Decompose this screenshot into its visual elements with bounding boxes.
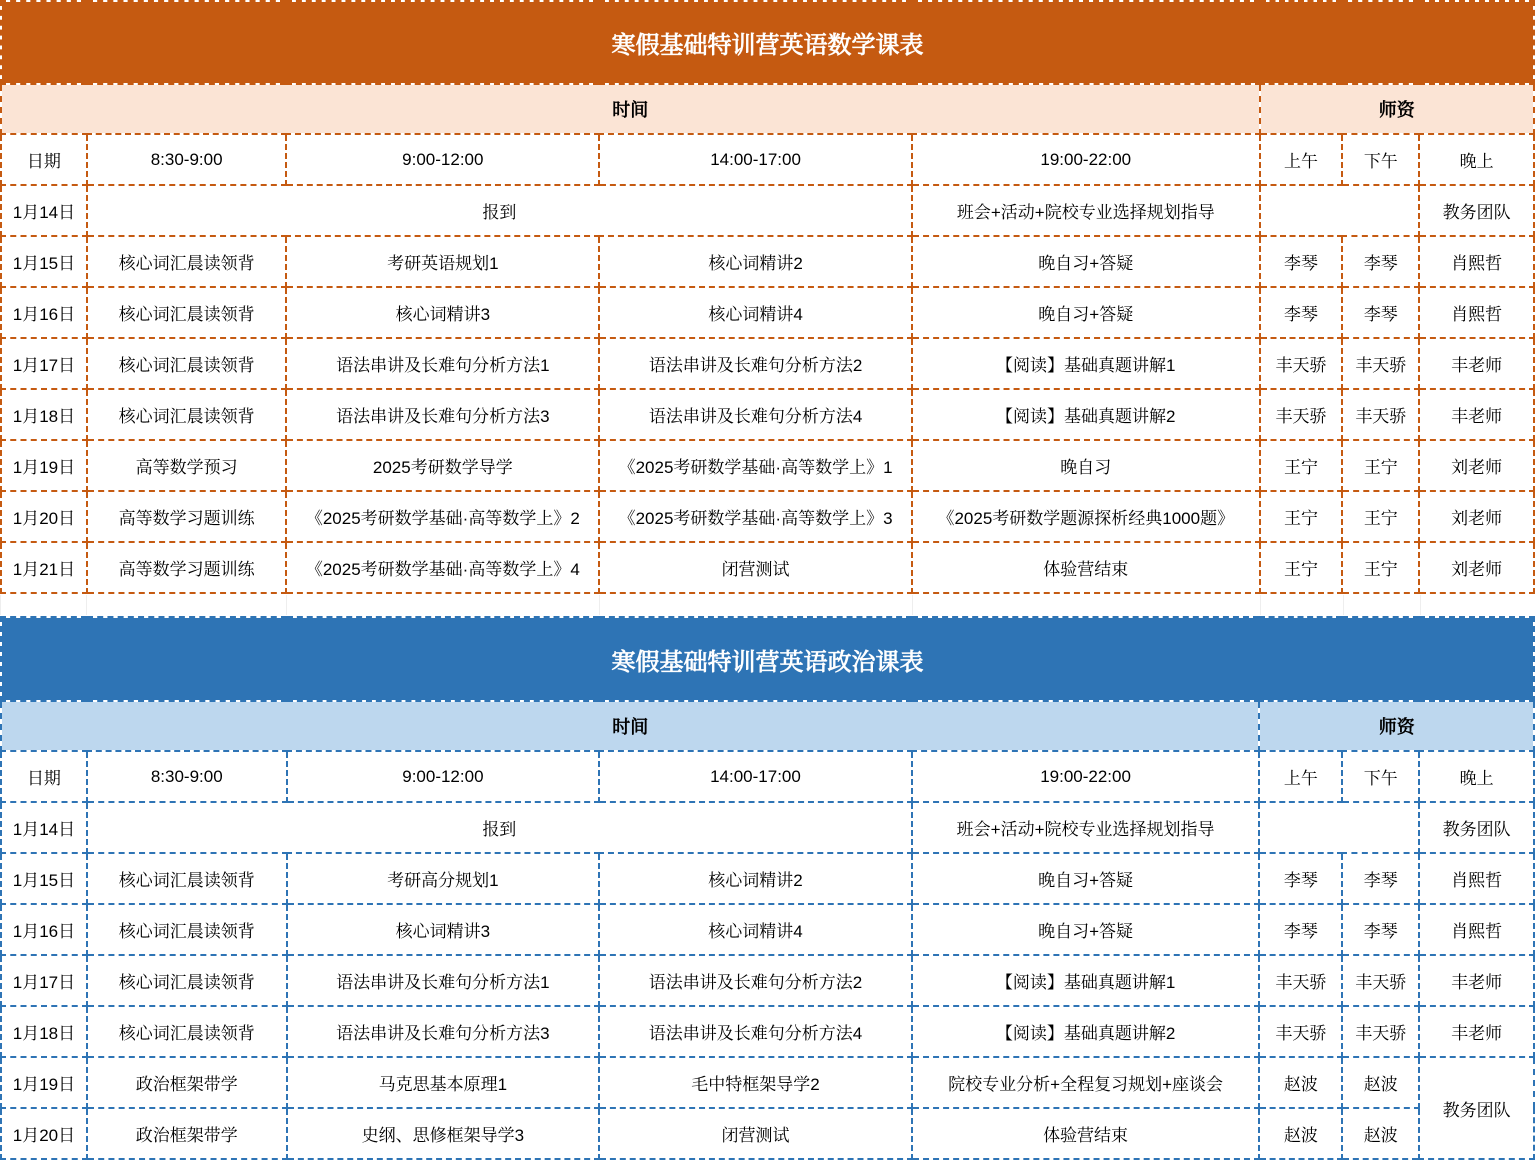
teacher-cell: 赵波 — [1342, 1057, 1419, 1108]
column-header-row — [1, 751, 1534, 802]
course-cell: 晚自习+答疑 — [912, 853, 1260, 904]
teacher-cell: 李琴 — [1342, 236, 1419, 287]
teacher-cell: 王宁 — [1342, 542, 1419, 593]
course-cell: 毛中特框架导学2 — [599, 1057, 912, 1108]
teacher-cell: 王宁 — [1260, 440, 1343, 491]
course-cell: 闭营测试 — [599, 542, 912, 593]
course-cell: 核心词汇晨读领背 — [87, 904, 287, 955]
course-cell: 核心词精讲3 — [286, 287, 599, 338]
teacher-am-pm-cell — [1260, 185, 1420, 236]
table-row — [1, 236, 1534, 287]
table-row — [1, 904, 1534, 955]
header-teacher-pm: 下午 — [1342, 751, 1419, 802]
course-cell: 政治框架带学 — [87, 1108, 287, 1159]
teacher-cell: 肖熙哲 — [1419, 287, 1534, 338]
course-cell: 核心词汇晨读领背 — [87, 338, 287, 389]
course-cell: 院校专业分析+全程复习规划+座谈会 — [912, 1057, 1260, 1108]
course-cell: 《2025考研数学基础·高等数学上》2 — [286, 491, 599, 542]
header-slot-afternoon: 14:00-17:00 — [599, 751, 912, 802]
teacher-eve-cell: 教务团队 — [1419, 185, 1534, 236]
table-row — [1, 491, 1534, 542]
table-row — [1, 1006, 1534, 1057]
teacher-cell: 李琴 — [1342, 287, 1419, 338]
teacher-cell: 丰天骄 — [1260, 389, 1343, 440]
date-cell: 1月19日 — [1, 1057, 87, 1108]
course-cell: 晚自习+答疑 — [912, 287, 1260, 338]
course-cell: 语法串讲及长难句分析方法2 — [599, 338, 912, 389]
evening-cell: 班会+活动+院校专业选择规划指导 — [912, 185, 1260, 236]
teacher-cell: 刘老师 — [1419, 440, 1534, 491]
date-cell: 1月18日 — [1, 1006, 87, 1057]
teacher-cell: 李琴 — [1260, 287, 1343, 338]
date-cell: 1月18日 — [1, 389, 87, 440]
date-cell: 1月21日 — [1, 542, 87, 593]
teacher-cell: 丰天骄 — [1259, 955, 1342, 1006]
header-slot-evening: 19:00-22:00 — [912, 134, 1260, 185]
header-date: 日期 — [1, 751, 87, 802]
table-row — [1, 1108, 1534, 1159]
header-slot-morning: 9:00-12:00 — [286, 134, 599, 185]
header-teacher-pm: 下午 — [1342, 134, 1419, 185]
course-cell: 考研英语规划1 — [286, 236, 599, 287]
teacher-cell: 王宁 — [1342, 491, 1419, 542]
course-cell: 《2025考研数学基础·高等数学上》1 — [599, 440, 912, 491]
header-slot-morning: 9:00-12:00 — [287, 751, 600, 802]
table-row — [1, 440, 1534, 491]
teacher-cell: 刘老师 — [1419, 491, 1534, 542]
course-cell: 【阅读】基础真题讲解1 — [912, 955, 1260, 1006]
course-cell: 语法串讲及长难句分析方法1 — [286, 338, 599, 389]
course-cell: 语法串讲及长难句分析方法4 — [599, 1006, 912, 1057]
course-cell: 语法串讲及长难句分析方法4 — [599, 389, 912, 440]
course-cell: 晚自习 — [912, 440, 1260, 491]
teacher-cell: 丰老师 — [1419, 955, 1534, 1006]
course-cell: 2025考研数学导学 — [286, 440, 599, 491]
daytime-merged-cell: 报到 — [87, 802, 912, 853]
column-header-row — [1, 134, 1534, 185]
teacher-cell: 李琴 — [1260, 236, 1343, 287]
course-cell: 核心词精讲3 — [287, 904, 600, 955]
teacher-cell: 肖熙哲 — [1419, 853, 1534, 904]
header-slot-morning-read: 8:30-9:00 — [87, 134, 287, 185]
course-cell: 体验营结束 — [912, 542, 1260, 593]
course-cell: 核心词汇晨读领背 — [87, 955, 287, 1006]
teacher-cell: 丰老师 — [1419, 1006, 1534, 1057]
teacher-cell: 刘老师 — [1419, 542, 1534, 593]
course-cell: 语法串讲及长难句分析方法3 — [286, 389, 599, 440]
teacher-cell: 赵波 — [1342, 1108, 1419, 1159]
course-cell: 《2025考研数学基础·高等数学上》3 — [599, 491, 912, 542]
teacher-cell: 王宁 — [1260, 491, 1343, 542]
date-cell: 1月16日 — [1, 904, 87, 955]
course-cell: 史纲、思修框架导学3 — [287, 1108, 600, 1159]
schedule-title: 寒假基础特训营英语政治课表 — [1, 617, 1534, 701]
course-cell: 核心词汇晨读领背 — [87, 236, 287, 287]
course-cell: 晚自习+答疑 — [912, 904, 1260, 955]
schedule-title: 寒假基础特训营英语数学课表 — [1, 1, 1534, 84]
date-cell: 1月14日 — [1, 185, 87, 236]
date-cell: 1月17日 — [1, 338, 87, 389]
teacher-cell: 丰天骄 — [1342, 389, 1419, 440]
section-teacher-header: 师资 — [1259, 701, 1534, 751]
course-cell: 核心词汇晨读领背 — [87, 1006, 287, 1057]
section-teacher-header: 师资 — [1260, 84, 1534, 134]
course-cell: 【阅读】基础真题讲解1 — [912, 338, 1260, 389]
course-cell: 语法串讲及长难句分析方法1 — [287, 955, 600, 1006]
table-row — [1, 802, 1534, 853]
header-slot-afternoon: 14:00-17:00 — [599, 134, 912, 185]
course-cell: 闭营测试 — [599, 1108, 912, 1159]
course-cell: 核心词汇晨读领背 — [87, 853, 287, 904]
course-cell: 马克思基本原理1 — [287, 1057, 600, 1108]
course-cell: 【阅读】基础真题讲解2 — [912, 389, 1260, 440]
teacher-cell: 丰老师 — [1419, 389, 1534, 440]
teacher-cell: 王宁 — [1260, 542, 1343, 593]
teacher-cell: 肖熙哲 — [1419, 904, 1534, 955]
course-cell: 语法串讲及长难句分析方法2 — [599, 955, 912, 1006]
course-cell: 语法串讲及长难句分析方法3 — [287, 1006, 600, 1057]
course-cell: 高等数学习题训练 — [87, 542, 287, 593]
date-cell: 1月20日 — [1, 491, 87, 542]
course-cell: 核心词精讲2 — [599, 853, 912, 904]
teacher-eve-merged-cell: 教务团队 — [1419, 1057, 1534, 1159]
teacher-cell: 丰老师 — [1419, 338, 1534, 389]
course-cell: 核心词精讲2 — [599, 236, 912, 287]
course-cell: 政治框架带学 — [87, 1057, 287, 1108]
teacher-cell: 丰天骄 — [1342, 1006, 1419, 1057]
header-teacher-am: 上午 — [1259, 751, 1342, 802]
teacher-am-pm-cell — [1259, 802, 1419, 853]
section-time-header: 时间 — [1, 84, 1260, 134]
table-row — [1, 389, 1534, 440]
header-teacher-am: 上午 — [1260, 134, 1343, 185]
date-cell: 1月17日 — [1, 955, 87, 1006]
teacher-cell: 肖熙哲 — [1419, 236, 1534, 287]
course-cell: 《2025考研数学基础·高等数学上》4 — [286, 542, 599, 593]
course-cell: 考研高分规划1 — [287, 853, 600, 904]
header-teacher-eve: 晚上 — [1419, 134, 1534, 185]
teacher-cell: 李琴 — [1259, 853, 1342, 904]
course-cell: 高等数学习题训练 — [87, 491, 287, 542]
course-cell: 体验营结束 — [912, 1108, 1260, 1159]
teacher-cell: 李琴 — [1342, 853, 1419, 904]
table-row — [1, 542, 1534, 593]
evening-cell: 班会+活动+院校专业选择规划指导 — [912, 802, 1260, 853]
teacher-cell: 丰天骄 — [1260, 338, 1343, 389]
header-slot-morning-read: 8:30-9:00 — [87, 751, 287, 802]
date-cell: 1月15日 — [1, 236, 87, 287]
daytime-merged-cell: 报到 — [87, 185, 912, 236]
course-cell: 高等数学预习 — [87, 440, 287, 491]
teacher-cell: 李琴 — [1342, 904, 1419, 955]
table-row — [1, 338, 1534, 389]
date-cell: 1月14日 — [1, 802, 87, 853]
teacher-cell: 王宁 — [1342, 440, 1419, 491]
date-cell: 1月15日 — [1, 853, 87, 904]
table-row — [1, 1057, 1534, 1108]
course-cell: 核心词精讲4 — [599, 287, 912, 338]
table-row — [1, 287, 1534, 338]
table-row — [1, 185, 1534, 236]
teacher-cell: 丰天骄 — [1259, 1006, 1342, 1057]
header-date: 日期 — [1, 134, 87, 185]
course-cell: 《2025考研数学题源探析经典1000题》 — [912, 491, 1260, 542]
table-row — [1, 853, 1534, 904]
course-cell: 核心词汇晨读领背 — [87, 389, 287, 440]
date-cell: 1月16日 — [1, 287, 87, 338]
table-row — [1, 955, 1534, 1006]
date-cell: 1月20日 — [1, 1108, 87, 1159]
header-slot-evening: 19:00-22:00 — [912, 751, 1260, 802]
date-cell: 1月19日 — [1, 440, 87, 491]
teacher-cell: 丰天骄 — [1342, 955, 1419, 1006]
section-time-header: 时间 — [1, 701, 1259, 751]
course-cell: 核心词汇晨读领背 — [87, 287, 287, 338]
teacher-cell: 李琴 — [1259, 904, 1342, 955]
course-cell: 核心词精讲4 — [599, 904, 912, 955]
teacher-cell: 赵波 — [1259, 1108, 1342, 1159]
header-teacher-eve: 晚上 — [1419, 751, 1534, 802]
teacher-cell: 丰天骄 — [1342, 338, 1419, 389]
course-cell: 【阅读】基础真题讲解2 — [912, 1006, 1260, 1057]
spacer-row — [0, 595, 1535, 615]
teacher-eve-cell: 教务团队 — [1419, 802, 1534, 853]
politics-schedule-table — [0, 616, 1535, 1160]
teacher-cell: 赵波 — [1259, 1057, 1342, 1108]
course-cell: 晚自习+答疑 — [912, 236, 1260, 287]
